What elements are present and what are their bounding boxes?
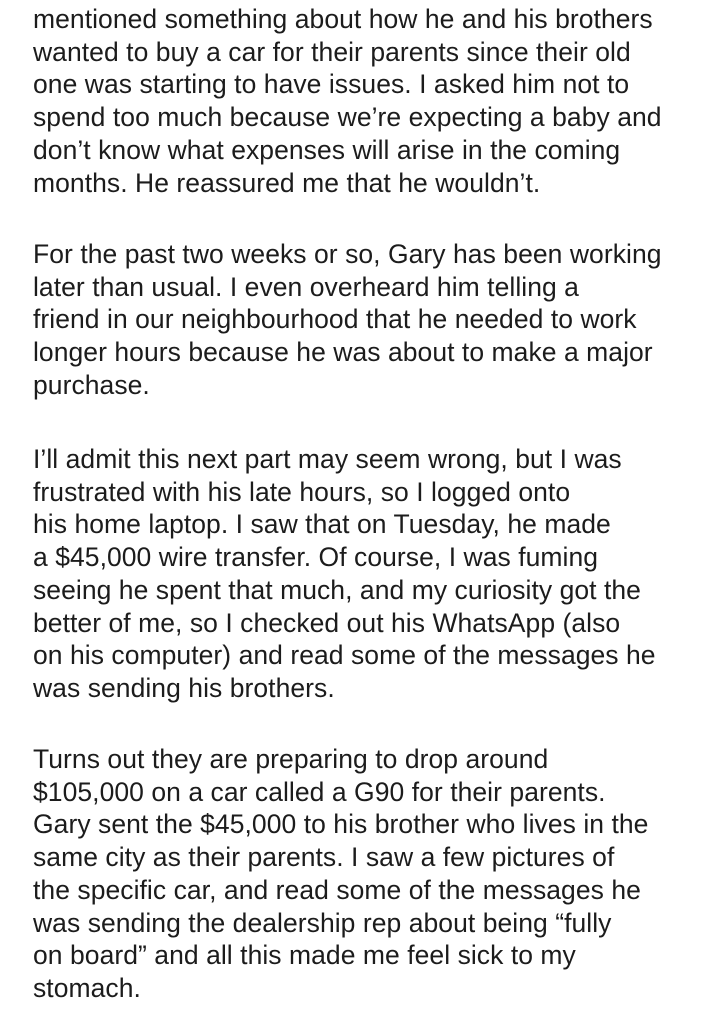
text-line: Gary sent the $45,000 to his brother who lives in the xyxy=(33,809,649,840)
text-line: on his computer) and read some of the messages he xyxy=(33,640,656,671)
text-line: mentioned something about how he and his brothers xyxy=(33,4,653,34)
text-line: For the past two weeks or so, Gary has been working xyxy=(33,239,662,269)
text-line: spend too much because we’re expecting a baby and xyxy=(33,102,662,133)
text-line: a $45,000 wire transfer. Of course, I was fuming xyxy=(33,542,599,573)
text-line: longer hours because he was about to make a major xyxy=(33,337,653,368)
text-line: the specific car, and read some of the messages he xyxy=(33,874,641,905)
text-line: one was starting to have issues. I asked him not to xyxy=(33,69,630,100)
paragraph xyxy=(33,238,713,402)
paragraph xyxy=(33,3,713,199)
paragraph xyxy=(33,743,713,1005)
text-line: better of me, so I checked out his WhatsApp (also xyxy=(33,607,621,638)
text-line: later than usual. I even overheard him telling a xyxy=(33,271,579,302)
paragraph xyxy=(33,443,713,705)
text-line: seeing he spent that much, and my curiosity got the xyxy=(33,574,641,605)
text-line: stomach. xyxy=(33,972,141,1003)
text-line: purchase. xyxy=(33,369,150,400)
text-line: was sending his brothers. xyxy=(33,672,335,703)
text-line: his home laptop. I saw that on Tuesday, he made xyxy=(33,509,611,540)
text-line: Turns out they are preparing to drop around xyxy=(33,744,549,774)
text-line: wanted to buy a car for their parents since their old xyxy=(33,36,631,67)
text-line: on board” and all this made me feel sick to my xyxy=(33,940,576,971)
text-line: same city as their parents. I saw a few pictures of xyxy=(33,842,615,873)
text-line: frustrated with his late hours, so I logged onto xyxy=(33,476,571,507)
text-line: was sending the dealership rep about being “fully xyxy=(33,907,612,938)
text-line: $105,000 on a car called a G90 for their parents. xyxy=(33,776,606,807)
text-line: I’ll admit this next part may seem wrong, but I was xyxy=(33,444,622,474)
text-line: don’t know what expenses will arise in the coming xyxy=(33,134,621,165)
text-line: months. He reassured me that he wouldn’t. xyxy=(33,167,541,198)
text-line: friend in our neighbourhood that he needed to work xyxy=(33,304,637,335)
